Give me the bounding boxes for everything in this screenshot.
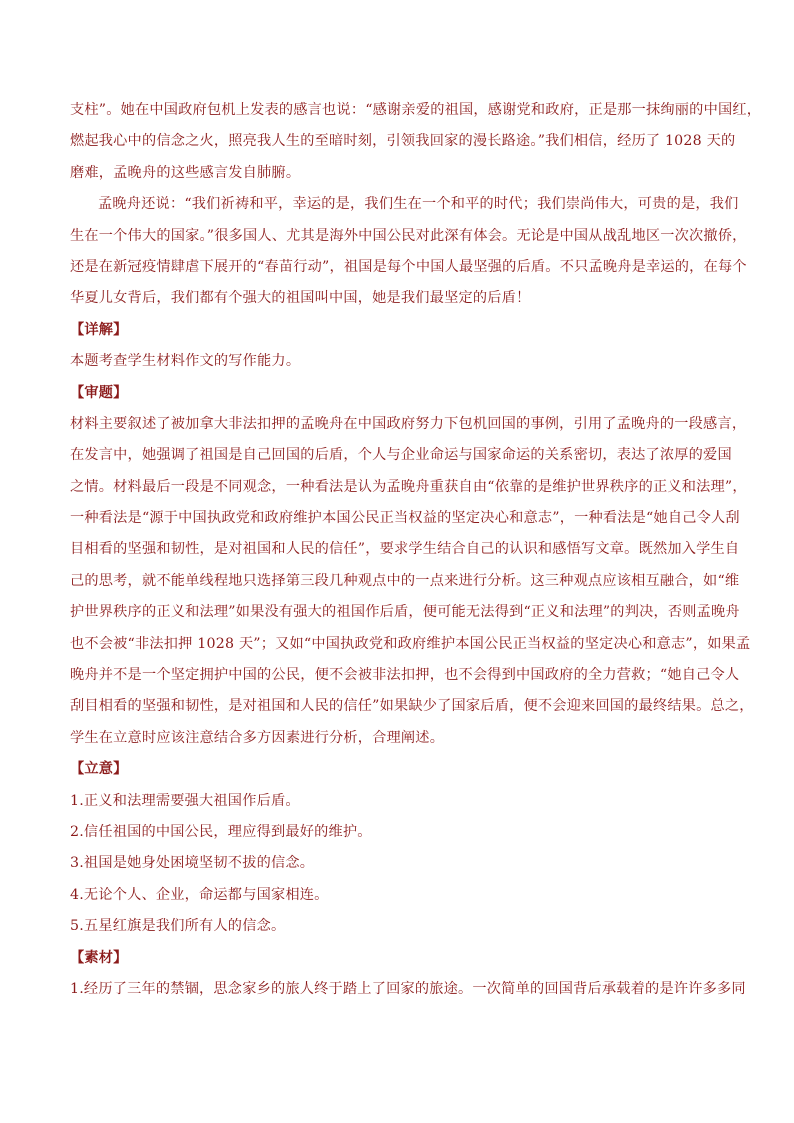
- text-line: 在发言中，她强调了祖国是自己回国的后盾，个人与企业命运与国家命运的关系密切，表达了浓厚的爱国: [70, 447, 732, 464]
- text-line: 刮目相看的坚强和韧性，是对祖国和人民的信任”如果缺少了国家后盾，便不会迎来回国的最终结果。总之，: [70, 698, 754, 715]
- paragraph-1: [70, 95, 762, 189]
- list-item: 2.信任祖国的中国公民，理应得到最好的维护。: [70, 823, 372, 840]
- list-item: 4.无论个人、企业，命运都与国家相连。: [70, 886, 329, 903]
- section-review: [70, 378, 754, 755]
- section-theme: [70, 754, 724, 942]
- text-line: 学生在立意时应该注意结合多方因素进行分析，合理阐述。: [70, 729, 445, 746]
- text-line: 目相看的坚强和韧性，是对祖国和人民的信任”，要求学生结合自己的认识和感悟写文章。既然加入学生自: [70, 541, 740, 558]
- text-line: 也不会被“非法扣押 1028 天”；又如“中国执政党和政府维护本国公民正当权益的坚定决心和意志”，如果孟: [70, 635, 751, 652]
- text-line: 1.经历了三年的禁锢，思念家乡的旅人终于踏上了回家的旅途。一次简单的回国背后承载着的是许许多多同: [70, 980, 746, 997]
- text-line: 一种看法是“源于中国执政党和政府维护本国公民正当权益的坚定决心和意志”，一种看法是“她自己令人刮: [70, 510, 740, 527]
- text-line: 华夏儿女背后，我们都有个强大的祖国叫中国，她是我们最坚定的后盾！: [70, 290, 531, 307]
- list-item: 3.祖国是她身处困境坚韧不拔的信念。: [70, 855, 315, 872]
- section-heading-theme: 【立意】: [70, 761, 128, 778]
- text-line: 还是在新冠疫情肆虐下展开的“春苗行动”，祖国是每个中国人最坚强的后盾。不只孟晚舟是幸运的，在每个: [70, 258, 747, 275]
- text-line: 本题考查学生材料作文的写作能力。: [70, 353, 301, 370]
- text-line: 磨难，孟晚舟的这些感言发自肺腑。: [70, 164, 301, 181]
- section-heading-review: 【审题】: [70, 384, 128, 401]
- document-page: [70, 95, 762, 1005]
- text-line: 生在一个伟大的国家。”很多国人、尤其是海外中国公民对此深有体会。无论是中国从战乱地区一次次撤侨，: [70, 227, 747, 244]
- section-heading-detail: 【详解】: [70, 321, 128, 338]
- text-line: 己的思考，就不能单线程地只选择第三段几种观点中的一点来进行分析。这三种观点应该相互融合，如“维: [70, 572, 740, 589]
- text-line: 护世界秩序的正义和法理”如果没有强大的祖国作后盾，便可能无法得到“正义和法理”的判决，否则孟晚舟: [70, 604, 740, 621]
- list-item: 5.五星红旗是我们所有人的信念。: [70, 918, 286, 935]
- text-line: 晚舟并不是一个坚定拥护中国的公民，便不会被非法扣押，也不会得到中国政府的全力营救；“她自己令人: [70, 667, 740, 684]
- section-detail: [70, 315, 724, 378]
- section-material: [70, 943, 746, 1006]
- text-line: 燃起我心中的信念之火，照亮我人生的至暗时刻，引领我回家的漫长路途。”我们相信，经历了 1028 天的: [70, 133, 736, 150]
- paragraph-2: [70, 189, 747, 315]
- section-heading-material: 【素材】: [70, 949, 128, 966]
- text-line: 支柱”。她在中国政府包机上发表的感言也说：“感谢亲爱的祖国，感谢党和政府，正是那一抹绚丽的中国红，: [70, 102, 762, 118]
- list-item: 1.正义和法理需要强大祖国作后盾。: [70, 792, 300, 809]
- text-line: 孟晚舟还说：“我们祈祷和平，幸运的是，我们生在一个和平的时代；我们崇尚伟大，可贵的是，我们: [98, 196, 739, 213]
- text-line: 之情。材料最后一段是不同观念，一种看法是认为孟晚舟重获自由“依靠的是维护世界秩序的正义和法理”，: [70, 478, 747, 495]
- text-line: 材料主要叙述了被加拿大非法扣押的孟晚舟在中国政府努力下包机回国的事例，引用了孟晚舟的一段感言，: [70, 415, 747, 432]
